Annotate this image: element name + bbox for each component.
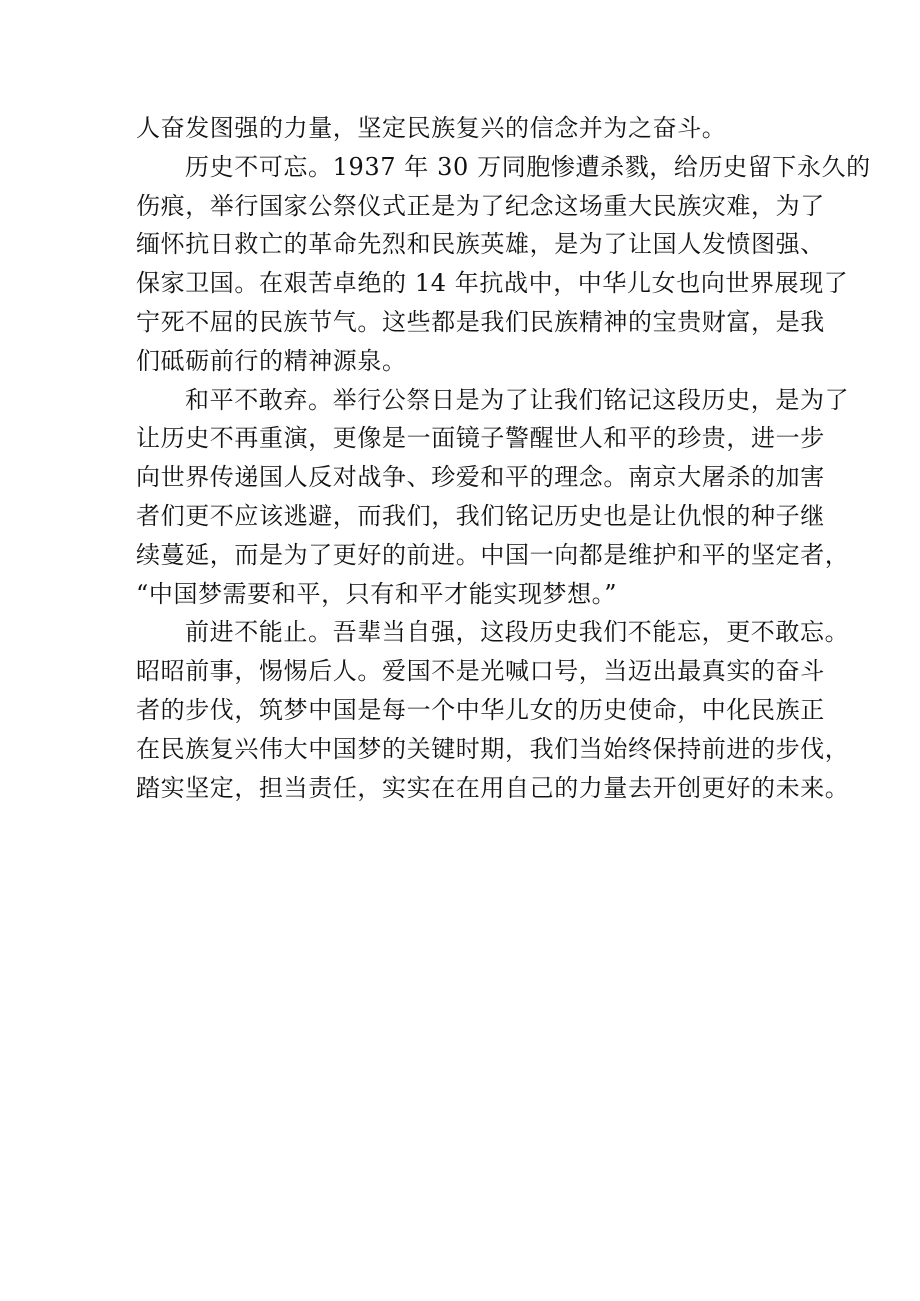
- text-line: 让历史不再重演，更像是一面镜子警醒世人和平的珍贵，进一步: [136, 424, 825, 453]
- text-line: 们砥砺前行的精神源泉。: [136, 346, 407, 375]
- text-line: 和平不敢弃。举行公祭日是为了让我们铭记这段历史，是为了: [185, 385, 850, 414]
- text-line: 在民族复兴伟大中国梦的关键时期，我们当始终保持前进的步伐，: [136, 734, 850, 763]
- text-line: 踏实坚定，担当责任，实实在在用自己的力量去开创更好的未来。: [136, 773, 850, 802]
- text-line: 缅怀抗日救亡的革命先烈和民族英雄，是为了让国人发愤图强、: [136, 230, 825, 259]
- text-line: “中国梦需要和平，只有和平才能实现梦想。”: [136, 579, 618, 608]
- text-line: 续蔓延，而是为了更好的前进。中国一向都是维护和平的坚定者，: [136, 540, 850, 569]
- paragraph-peace: [136, 381, 850, 614]
- text-line: 前进不能止。吾辈当自强，这段历史我们不能忘，更不敢忘。: [185, 618, 850, 647]
- text-line: 保家卫国。在艰苦卓绝的 14 年抗战中，中华儿女也向世界展现了: [136, 269, 849, 298]
- document-body: [136, 109, 871, 807]
- paragraph-progress: [136, 613, 850, 807]
- paragraph-continuation: [136, 109, 826, 148]
- text-line: 昭昭前事，惕惕后人。爱国不是光喊口号，当迈出最真实的奋斗: [136, 657, 825, 686]
- text-line: 伤痕，举行国家公祭仪式正是为了纪念这场重大民族灾难，为了: [136, 191, 825, 220]
- text-line: 向世界传递国人反对战争、珍爱和平的理念。南京大屠杀的加害: [136, 463, 825, 492]
- text-line: 者们更不应该逃避，而我们，我们铭记历史也是让仇恨的种子继: [136, 501, 825, 530]
- text-line: 宁死不屈的民族节气。这些都是我们民族精神的宝贵财富，是我: [136, 307, 825, 336]
- text-line: 历史不可忘。1937 年 30 万同胞惨遭杀戮，给历史留下永久的: [185, 152, 871, 181]
- text-line: 人奋发图强的力量，坚定民族复兴的信念并为之奋斗。: [136, 114, 727, 142]
- text-line: 者的步伐，筑梦中国是每一个中华儿女的历史使命，中化民族正: [136, 695, 825, 724]
- paragraph-history: [136, 148, 871, 381]
